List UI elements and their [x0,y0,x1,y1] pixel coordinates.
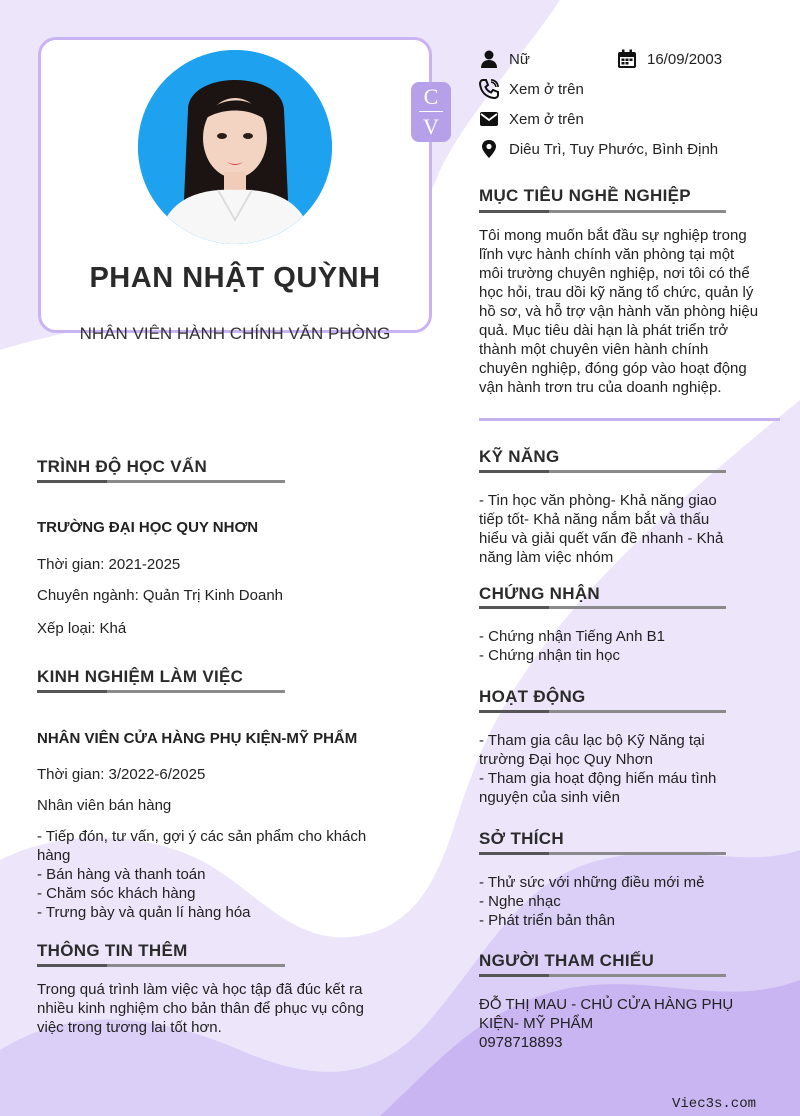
phone-row [479,79,584,99]
reference-title: NGƯỜI THAM CHIẾU [479,951,655,970]
hobbies-text: - Thử sức với những điều mới mẻ - Nghe nhạc - Phát triển bản thân [479,874,705,929]
cv-badge-top: C [423,84,439,109]
experience-divider [37,690,285,693]
email-row [479,109,584,129]
certificates-divider [479,606,726,609]
extra-info-text: Trong quá trình làm việc và học tập đã đúc kết ra nhiều kinh nghiệm cho bản thân để phục vụ công việc trong tương lai tốt hơn. [37,981,364,1036]
experience-title: KINH NGHIỆM LÀM VIỆC [37,667,244,686]
address-value: Diêu Trì, Tuy Phước, Bình Định [509,140,719,158]
activities-divider [479,710,726,713]
education-divider [37,480,285,483]
activities-text: - Tham gia câu lạc bộ Kỹ Năng tại trường Đại học Quy Nhơn - Tham gia hoạt động hiến máu tình nguyện của sinh viên [479,732,717,806]
certificates-text: - Chứng nhận Tiếng Anh B1 - Chứng nhận tin học [479,628,666,664]
education-rank: Xếp loại: Khá [37,620,127,637]
certificates-title: CHỨNG NHẬN [479,584,600,603]
hobbies-title: SỞ THÍCH [479,829,564,848]
skills-title: KỸ NĂNG [479,447,560,466]
objective-title: MỤC TIÊU NGHỀ NGHIỆP [479,186,691,205]
birthday-row [617,49,722,69]
reference-text: ĐỖ THỊ MAU - CHỦ CỬA HÀNG PHỤ KIỆN- MỸ PHẨM 0978718893 [479,996,734,1051]
skills-text: - Tin học văn phòng- Khả năng giao tiếp tốt- Khả năng nắm bắt và thấu hiểu và giải quết vấn đề nhanh - Khả năng làm việc nhóm [479,492,724,566]
education-major: Chuyên ngành: Quản Trị Kinh Doanh [37,587,283,604]
education-title: TRÌNH ĐỘ HỌC VẤN [37,457,208,476]
cv-badge-bottom: V [423,114,439,139]
job-title: NHÂN VIÊN HÀNH CHÍNH VĂN PHÒNG [79,324,391,343]
skills-divider [479,470,726,473]
profile-photo [138,50,332,244]
objective-text: Tôi mong muốn bắt đầu sự nghiệp trong lĩnh vực hành chính văn phòng tại một môi trường chuyên nghiệp, nơi tôi có thể học hỏi, trau dồi kỹ năng tổ chức, quản lý hồ sơ, và hỗ trợ vận hành văn phòng hiệu quả. Mục tiêu dài hạn là phát triển trở thành một chuyên viên hành chính chuyên nghiệp, đóng góp vào hoạt động vận hành trơn tru của doanh nghiệp. [479,227,759,396]
hobbies-divider [479,852,726,855]
footer-watermark: Viec3s.com [672,1096,757,1112]
experience-position: NHÂN VIÊN CỬA HÀNG PHỤ KIỆN-MỸ PHẨM [37,730,358,747]
candidate-name: PHAN NHẬT QUỲNH [89,262,381,294]
experience-role: Nhân viên bán hàng [37,797,172,814]
birthday-value: 16/09/2003 [647,50,723,68]
person-portrait-icon [138,50,332,244]
right-column-separator [479,418,780,421]
address-row [479,139,718,159]
person-icon [479,49,499,69]
gender-row [479,49,530,69]
activities-title: HOẠT ĐỘNG [479,687,586,706]
calendar-icon [617,49,637,69]
envelope-icon [479,109,499,129]
location-pin-icon [479,139,499,159]
extra-info-divider [37,964,285,967]
objective-divider [479,210,726,213]
experience-duties: - Tiếp đón, tư vấn, gợi ý các sản phẩm cho khách hàng - Bán hàng và thanh toán - Chăm sóc khách hàng - Trưng bày và quản lí hàng hóa [37,828,367,921]
reference-divider [479,974,726,977]
gender-value: Nữ [509,50,530,68]
experience-time: Thời gian: 3/2022-6/2025 [37,766,206,783]
phone-value: Xem ở trên [509,80,584,98]
education-time: Thời gian: 2021-2025 [37,556,181,573]
cv-badge [411,82,451,142]
extra-info-title: THÔNG TIN THÊM [37,941,188,960]
phone-icon [479,79,499,99]
email-value: Xem ở trên [509,110,584,128]
school-name: TRƯỜNG ĐẠI HỌC QUY NHƠN [37,519,259,536]
